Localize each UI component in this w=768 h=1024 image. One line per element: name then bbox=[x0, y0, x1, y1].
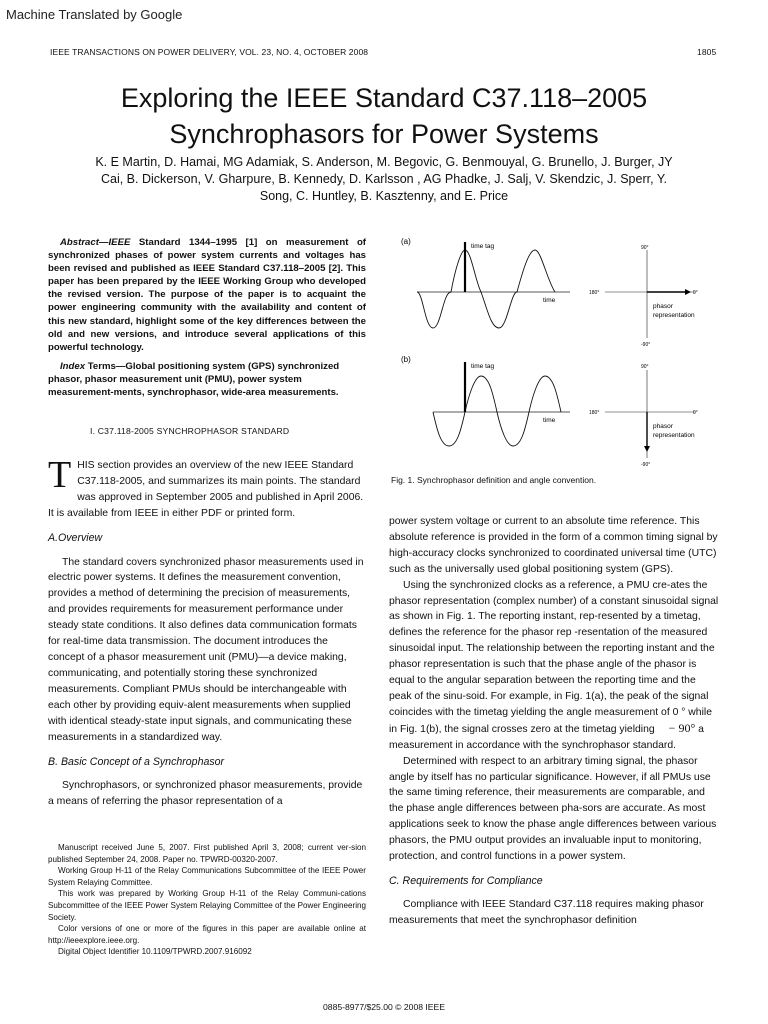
index-terms-text: Terms—Global positioning system (GPS) synchronized phasor, phasor measurement unit (PMU), power system measurement-ments, synchrophasor, wide-area measurements. bbox=[48, 361, 340, 399]
section-1-heading: I. C37.118-2005 SYNCHROPHASOR STANDARD bbox=[90, 426, 290, 436]
abstract-text: Standard 1344–1995 [1] on measurement of synchronized phases of power system currents and voltages has been revised and published as IEEE Standard C37.118–2005 [2]. This paper has been prepared by the IEEE Working Group who developed the revised version. The purpose of the paper is to acquaint the power engineering community with the availability and content of this new standard, highlight some of the key differences between the old and new versions, and introduce several applications of this powerful technology. bbox=[48, 237, 366, 353]
abstract bbox=[48, 236, 366, 354]
phasor-arrowhead-a bbox=[685, 289, 691, 295]
machine-translated-banner: Machine Translated by Google bbox=[6, 7, 183, 22]
right-body bbox=[389, 514, 721, 929]
angle-minus90-label-a: -90° bbox=[641, 342, 651, 348]
abstract-dash: — bbox=[98, 237, 109, 248]
phasor-arrowhead-b bbox=[644, 446, 650, 452]
angle-expression: − 90° bbox=[668, 720, 696, 735]
angle-90-label-b: 90° bbox=[641, 364, 649, 370]
footnote: Digital Object Identifier 10.1109/TPWRD.2007.916092 bbox=[58, 947, 252, 957]
figure-caption: Fig. 1. Synchrophasor definition and angle convention. bbox=[391, 475, 597, 485]
time-label-a: time bbox=[543, 297, 556, 304]
representation-label-b: representation bbox=[653, 432, 695, 439]
author-line: Song, C. Huntley, B. Kasztenny, and E. Price bbox=[259, 189, 509, 203]
subsection-b-text: Synchrophasors, or synchronized phasor measurements, provide a means of referring the phasor representation of a bbox=[48, 780, 363, 808]
index-terms bbox=[48, 360, 366, 399]
author-line: Cai, B. Dickerson, V. Gharpure, B. Kennedy, D. Karlsson , AG Phadke, J. Salj, V. Skendzic, J. Sperr, Y. bbox=[100, 172, 668, 186]
abstract-ieee: IEEE bbox=[108, 237, 131, 248]
abstract-label: Abstract bbox=[60, 237, 99, 248]
time-tag-label-b: time tag bbox=[471, 363, 495, 370]
representation-label-a: representation bbox=[653, 312, 695, 319]
subsection-c-text: Compliance with IEEE Standard C37.118 requires making phasor measurements that meet the synchrophasor definition bbox=[389, 898, 704, 926]
footnotes bbox=[48, 842, 366, 958]
angle-0-label-a: 0° bbox=[693, 290, 698, 296]
phasor-label-b: phasor bbox=[653, 423, 673, 430]
section-1-intro bbox=[48, 454, 366, 522]
angle-180-label-b: 180° bbox=[589, 410, 600, 416]
title-line-1: Exploring the IEEE Standard C37.118–2005 bbox=[120, 83, 648, 113]
footnote: This work was prepared by Working Group H-11 of the Relay Communi-cations Subcommittee of the IEEE Power System Relaying Committee of the Power Engineering Society. bbox=[48, 889, 366, 922]
time-tag-label-a: time tag bbox=[471, 243, 495, 250]
index-terms-label: Index bbox=[60, 361, 86, 372]
paper-title bbox=[60, 80, 708, 152]
right-paragraph-2-end: a measurement in accordance with the synchrophasor standard. bbox=[389, 723, 704, 751]
subsection-b-heading: B. Basic Concept of a Synchrophasor bbox=[48, 756, 225, 769]
phasor-label-a: phasor bbox=[653, 303, 673, 310]
time-label-b: time bbox=[543, 417, 556, 424]
journal-header: IEEE TRANSACTIONS ON POWER DELIVERY, VOL. 23, NO. 4, OCTOBER 2008 bbox=[50, 47, 369, 57]
angle-0-label-b: 0° bbox=[693, 410, 698, 416]
sinusoid-a bbox=[417, 250, 555, 328]
figure-label-b: (b) bbox=[401, 355, 411, 364]
angle-180-label-a: 180° bbox=[589, 290, 600, 296]
right-paragraph-2-text: Using the synchronized clocks as a reference, a PMU cre-ates the phasor representation (complex number) of a constant sinusoidal signal as shown in Fig. 1. The reporting instant, rep-resented by a timetag, defines the reference for the phasor rep -resentation of the measured sinusoidal input. The relationship between the reporting instant and the phasor representation is such that the phase angle of the phasor is equal to the angular separation between the reporting time and the peak of the sinu-soid. For example, in Fig. 1(a), the peak of the signal coincides with the timetag yielding the angle measurement of 0 ° while in Fig. 1(b), the signal crosses zero at the timetag yielding bbox=[389, 579, 719, 735]
figure-1 bbox=[395, 230, 715, 470]
drop-cap: T bbox=[48, 454, 72, 496]
figure-label-a: (a) bbox=[401, 237, 411, 246]
sinusoid-b bbox=[433, 376, 561, 446]
right-paragraph-2 bbox=[389, 578, 721, 754]
page-number: 1805 bbox=[697, 47, 717, 57]
author-list bbox=[56, 154, 712, 205]
figure-1a bbox=[401, 237, 698, 348]
angle-minus90-label-b: -90° bbox=[641, 462, 651, 468]
left-body bbox=[48, 454, 366, 810]
section-1-text: HIS section provides an overview of the new IEEE Standard C37.118-2005, and summarizes its main points. The standard was approved in September 2005 and published in April 2006. It is available from IEEE in either PDF or printed form. bbox=[48, 460, 364, 519]
footnote: Working Group H-11 of the Relay Communications Subcommittee of the IEEE Power System Relaying Committee. bbox=[48, 866, 366, 887]
angle-90-label-a: 90° bbox=[641, 245, 649, 251]
right-paragraph-3: Determined with respect to an arbitrary timing signal, the phasor angle by itself has no particular significance. However, if all PMUs use the same timing reference, their measurements are comparable, and the phase angle differences between pha-sors are accurate. As most applications seek to know the phase angle differences between various phasors, the PMU output provides an invaluable input to monitoring, protection, and control functions in a power system. bbox=[389, 755, 717, 863]
right-paragraph-1: power system voltage or current to an absolute time reference. This absolute reference is provided in the form of a common timing signal by high-accuracy clocks synchronized to coordinated universal time (UTC) such as the universally used global positioning system (GPS). bbox=[389, 516, 718, 575]
title-line-2: Synchrophasors for Power Systems bbox=[169, 119, 599, 149]
footnote: Color versions of one or more of the figures in this paper are available online at http://ieeexplore.ieee.org. bbox=[48, 924, 366, 945]
author-line: K. E Martin, D. Hamai, MG Adamiak, S. Anderson, M. Begovic, G. Benmouyal, G. Brunello, J. Burger, JY bbox=[95, 155, 673, 169]
footnote: Manuscript received June 5, 2007. First published April 3, 2008; current ver-sion published September 24, 2008. Paper no. TPWRD-00320-2007. bbox=[48, 843, 366, 864]
subsection-a-heading: A.Overview bbox=[48, 531, 103, 544]
subsection-c-heading: C. Requirements for Compliance bbox=[389, 874, 543, 887]
subsection-a-text: The standard covers synchronized phasor measurements used in electric power systems. It defines the measurement convention, provides a method of determining the precision of measurements, and provides requirements for measurement performance under steady state conditions. It also defines data communication formats for real-time data transmission. The document introduces the concept of a phasor measurement unit (PMU)—a device making, communicating, and potentially storing these synchronized measurements. Compliant PMUs should be interchangeable with each other by providing equiv-alent measurements when supplied with identical steady-state input signals, and communicating these measurements in a standardized way. bbox=[48, 556, 364, 743]
figure-1b bbox=[401, 355, 698, 468]
copyright-footer: 0885-8977/$25.00 © 2008 IEEE bbox=[323, 1002, 445, 1012]
